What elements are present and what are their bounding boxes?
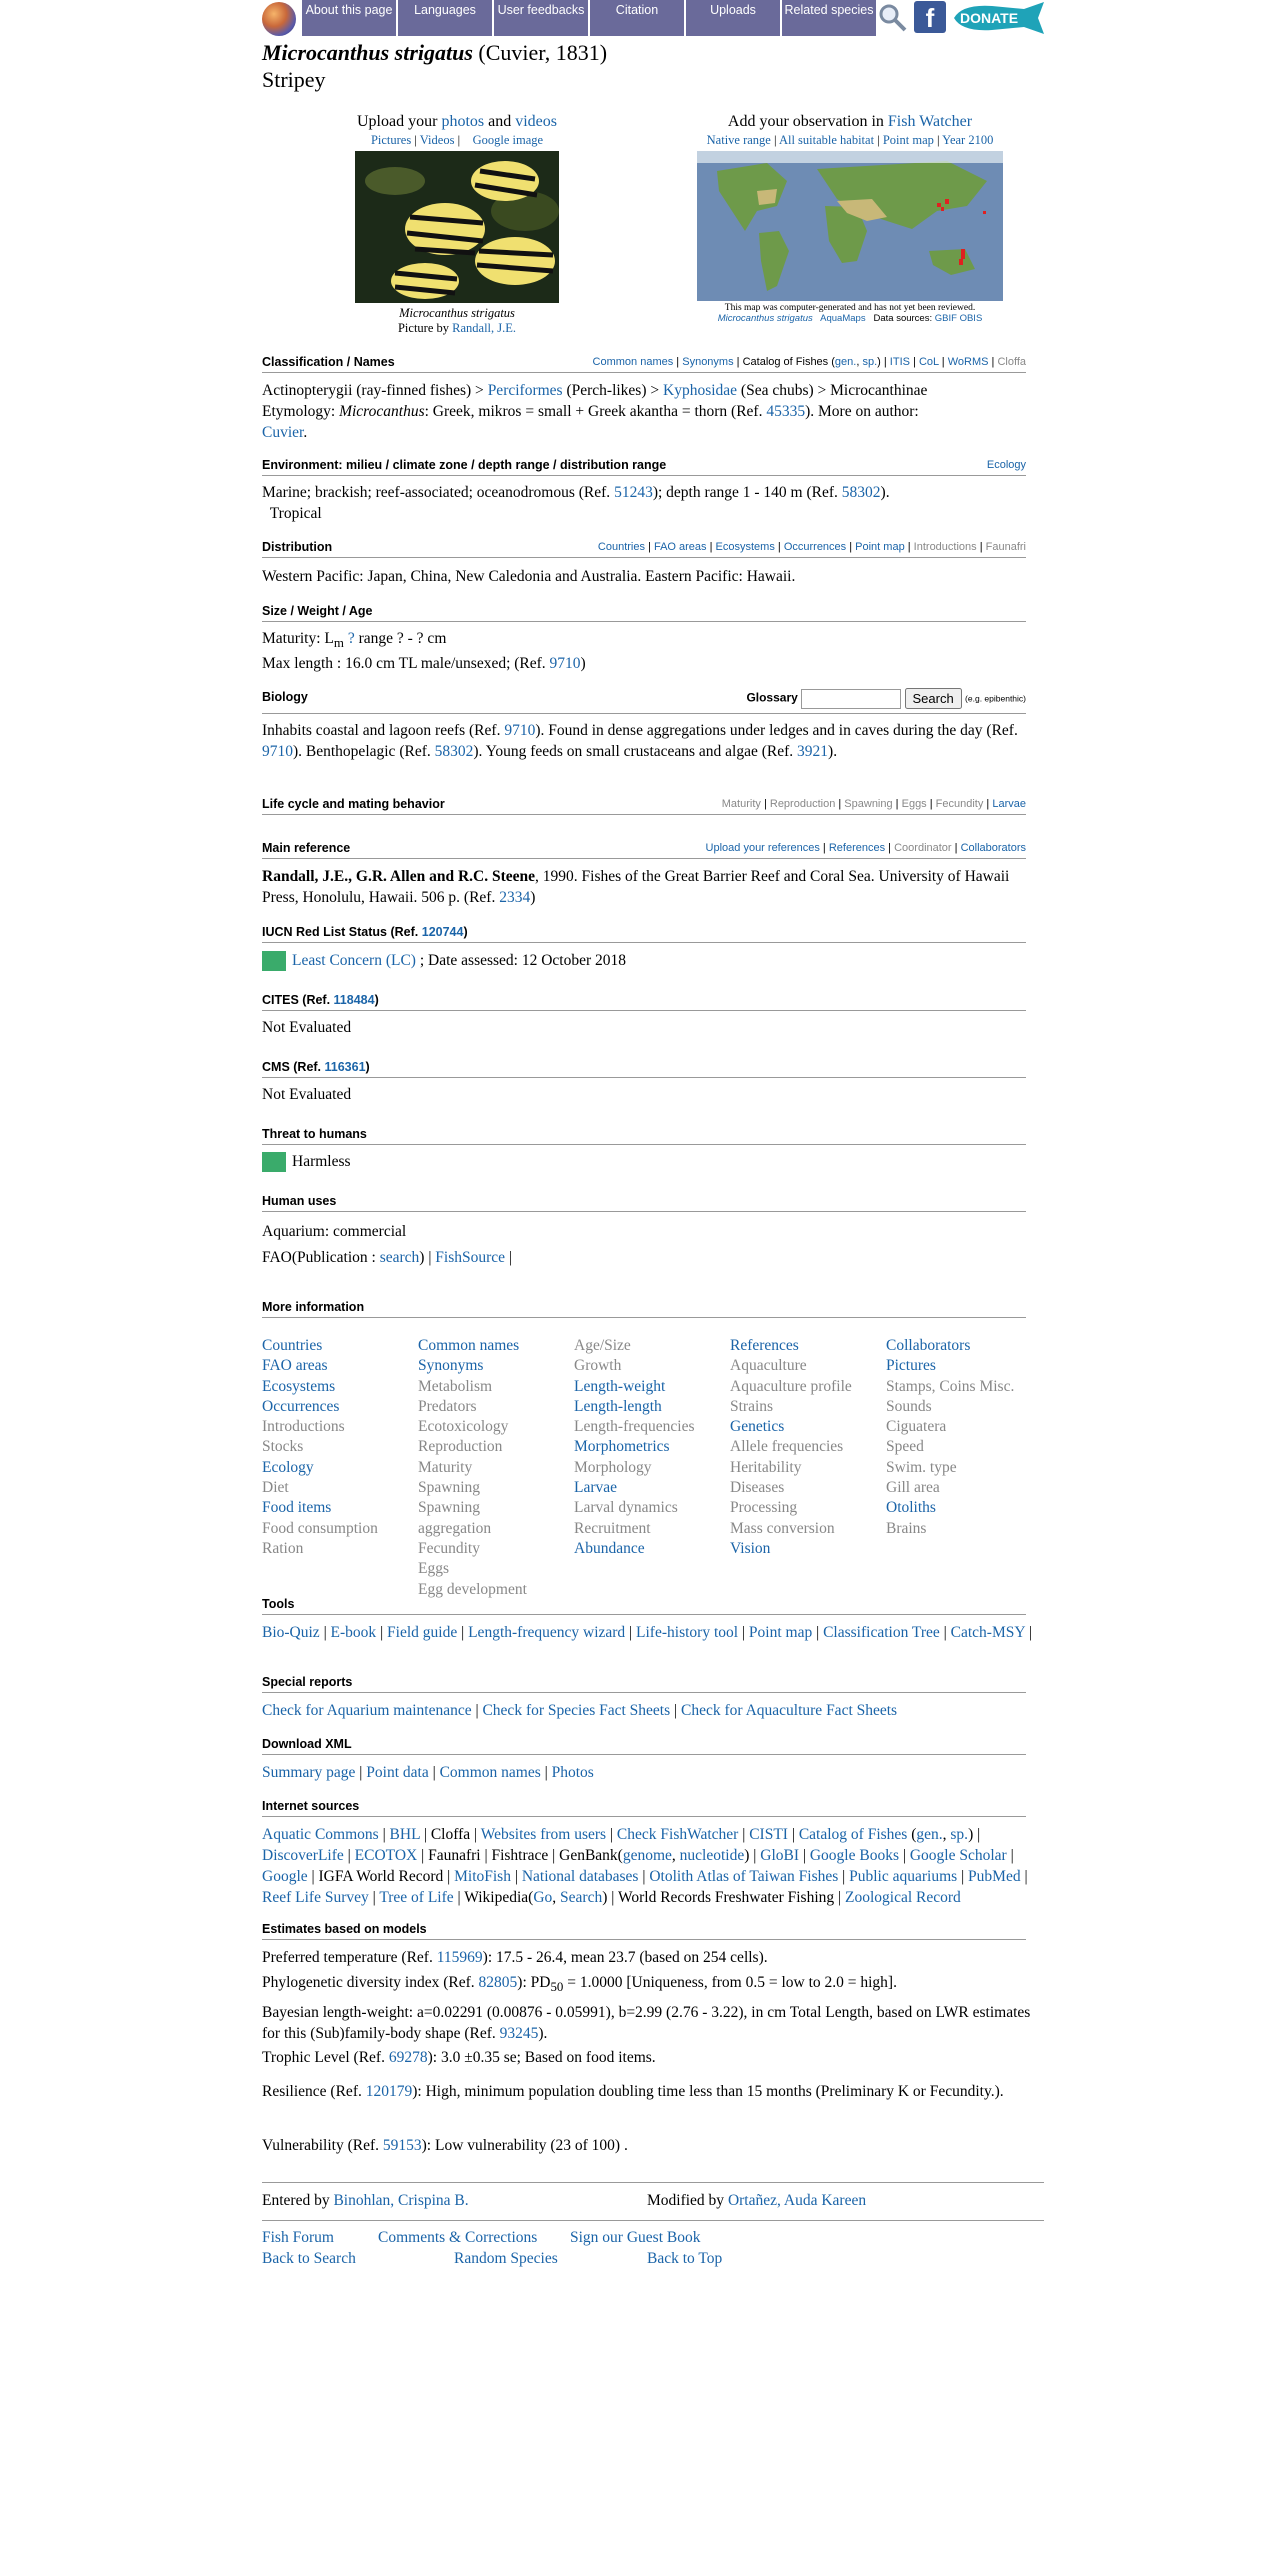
size-ref-link[interactable]: 9710 — [549, 655, 581, 673]
search-icon[interactable] — [877, 2, 907, 32]
bio-ref-3[interactable]: 58302 — [434, 743, 474, 760]
env-ref-1[interactable]: 51243 — [614, 484, 653, 501]
map-links: Native range | All suitable habitat | Point map | Year 2100 — [706, 133, 994, 147]
suitable-habitat-link[interactable]: All suitable habitat — [778, 133, 875, 147]
estimates-heading: Estimates based on models — [262, 1922, 1026, 1940]
tools-heading: Tools — [262, 1597, 1026, 1615]
human-uses-heading: Human uses — [262, 1194, 1026, 1212]
footer-divider-bottom — [262, 2220, 1044, 2221]
threat-text: Harmless — [262, 1151, 1042, 1172]
fao-areas-link[interactable]: FAO areas — [653, 541, 707, 553]
length-weight-ref-link[interactable]: 93245 — [499, 2025, 539, 2042]
globe-logo-icon[interactable] — [262, 2, 296, 36]
iucn-status: Least Concern (LC) ; Date assessed: 12 October 2018 — [262, 950, 1042, 971]
more-fao-areas[interactable]: FAO areas — [262, 1357, 328, 1375]
main-ref-link[interactable]: 2334 — [499, 889, 531, 906]
entered-by-link[interactable]: Binohlan, Crispina B. — [333, 2192, 469, 2209]
back-to-top-link[interactable]: Back to Top — [647, 2250, 723, 2267]
globi-link[interactable]: GloBI — [760, 1847, 799, 1864]
map-note: This map was computer-generated and has not yet been reviewed. — [724, 303, 976, 313]
nav-languages[interactable]: Languages — [398, 0, 494, 36]
upload-sublinks: Pictures | Videos | Google image — [370, 133, 544, 147]
collaborators-link[interactable]: Collaborators — [960, 842, 1026, 854]
photos-link[interactable]: photos — [441, 113, 485, 130]
maturity-help-link[interactable]: ? — [347, 630, 355, 647]
worms-link[interactable]: WoRMS — [947, 356, 989, 368]
mitofish-link[interactable]: MitoFish — [454, 1868, 511, 1885]
google-image-link[interactable]: Google image — [472, 133, 544, 147]
size-heading: Size / Weight / Age — [262, 604, 1026, 622]
bio-quiz-link[interactable]: Bio-Quiz — [262, 1624, 320, 1641]
biology-text: Inhabits coastal and lagoon reefs (Ref. 9710). Found in dense aggregations under ledges and in caves during the day (Ref. 9710). Benthopelagic (Ref. 58302). Young feeds on small crustaceans and algae (Ref. 3921). — [262, 722, 1018, 760]
glossary-search-button[interactable]: Search — [905, 688, 962, 709]
vulnerability: Vulnerability (Ref. 59153): Low vulnerability (23 of 100) . — [262, 2137, 628, 2154]
cloffa-link: Cloffa — [997, 356, 1026, 368]
resilience-ref-link[interactable]: 120179 — [365, 2083, 413, 2100]
aquaculture-fact-sheets-link[interactable]: Check for Aquaculture Fact Sheets — [681, 1702, 898, 1719]
photo-credit: Picture by Randall, J.E. — [397, 321, 517, 335]
point-map-link[interactable]: Point map — [882, 133, 934, 147]
modified-by-link[interactable]: Ortañez, Auda Kareen — [727, 2192, 867, 2209]
footer-links-row-2 — [262, 2248, 1042, 2269]
bio-ref-2[interactable]: 9710 — [262, 743, 293, 760]
internet-gen-link[interactable]: gen. — [916, 1826, 943, 1843]
classification-links: Common names | Synonyms | Catalog of Fishes (gen., sp.) | ITIS | CoL | WoRMS | Cloffa — [592, 356, 1026, 368]
lifecycle-heading: Life cycle and mating behavior Maturity | Reproduction | Spawning | Eggs | Fecundity | Larvae — [262, 797, 1026, 815]
cisti-link[interactable]: CISTI — [749, 1826, 788, 1843]
catalog-sp-link[interactable]: sp. — [862, 356, 878, 368]
human-uses-text: Aquarium: commercial FAO(Publication : search) | FishSource | — [262, 1223, 513, 1266]
more-genetics[interactable]: Genetics — [730, 1418, 785, 1436]
glossary-search: Glossary Search (e.g. epibenthic) — [746, 688, 1026, 709]
discoverlife-link[interactable]: DiscoverLife — [262, 1847, 344, 1864]
internet-sp-link[interactable]: sp. — [950, 1826, 969, 1843]
entered-by: Entered by Binohlan, Crispina B. — [262, 2192, 469, 2209]
reef-life-survey-link[interactable]: Reef Life Survey — [262, 1889, 369, 1906]
national-databases-link[interactable]: National databases — [521, 1868, 639, 1885]
internet-sources-links: Aquatic Commons | BHL | Cloffa | Websites from users | Check FishWatcher | CISTI | Catalog of Fishes (gen., sp.) | DiscoverLife | ECOTOX | Faunafri | Fishtrace | GenBank(genome, nucleotide) | GloBI | Google Books | Google Scholar | Google | IGFA World Record | MitoFish | National databases | Otolith Atlas of Taiwan Fishes | Public aquariums | PubMed | Reef Life Survey | Tree of Life | Wikipedia(Go, Search) | World Records Freshwater Fishing | Zoological Record — [262, 1826, 1028, 1906]
xml-common-names-link[interactable]: Common names — [439, 1764, 541, 1781]
common-names-link[interactable]: Common names — [592, 356, 674, 368]
environment-heading: Environment: milieu / climate zone / depth range / distribution range Ecology — [262, 458, 1026, 476]
bio-ref-4[interactable]: 3921 — [797, 743, 829, 760]
distribution-heading: Distribution Countries | FAO areas | Ecosystems | Occurrences | Point map | Introductions | Faunafri — [262, 540, 1026, 558]
footer-divider-top — [262, 2182, 1044, 2183]
e-book-link[interactable]: E-book — [330, 1624, 377, 1641]
check-fishwatcher-link[interactable]: Check FishWatcher — [616, 1826, 739, 1843]
cites-text: Not Evaluated — [262, 1019, 352, 1036]
download-xml-heading: Download XML — [262, 1737, 1026, 1755]
iucn-ref-link[interactable]: 120744 — [421, 925, 464, 939]
temperature-ref-link[interactable]: 115969 — [436, 1949, 483, 1966]
synonyms-link[interactable]: Synonyms — [682, 356, 734, 368]
aquarium-maintenance-link[interactable]: Check for Aquarium maintenance — [262, 1702, 472, 1719]
dist-point-map-link[interactable]: Point map — [855, 541, 905, 553]
species-fact-sheets-link[interactable]: Check for Species Fact Sheets — [482, 1702, 671, 1719]
more-larvae[interactable]: Larvae — [574, 1479, 618, 1497]
length-frequency-wizard-link[interactable]: Length-frequency wizard — [468, 1624, 626, 1641]
trophic-level: Trophic Level (Ref. 69278): 3.0 ±0.35 se; Based on food items. — [262, 2049, 656, 2066]
download-xml-links: Summary page | Point data | Common names | Photos — [262, 1764, 594, 1781]
more-otoliths[interactable]: Otoliths — [886, 1499, 936, 1517]
more-countries[interactable]: Countries — [262, 1337, 323, 1354]
nav-related-species[interactable]: Related species — [782, 0, 878, 36]
more-col-5: Collaborators Pictures Stamps, Coins Misc. Sounds Ciguatera Speed Swim. type Gill area Otoliths Brains — [886, 1337, 1015, 1537]
more-col-1: Countries FAO areas Ecosystems Occurrences Introductions Stocks Ecology Diet Food items Food consumption Ration — [262, 1337, 378, 1557]
comments-corrections-link[interactable]: Comments & Corrections — [378, 2229, 538, 2246]
environment-text: Marine; brackish; reef-associated; oceanodromous (Ref. 51243); depth range 1 - 140 m (Ref. 58302). Tropical — [262, 484, 890, 522]
observation-panel — [655, 113, 1045, 324]
env-ref-2[interactable]: 58302 — [841, 484, 881, 501]
perciformes-link[interactable]: Perciformes — [487, 382, 563, 399]
fishsource-link[interactable]: FishSource — [435, 1249, 506, 1266]
more-abundance[interactable]: Abundance — [574, 1539, 645, 1557]
wikipedia-go-link[interactable]: Go — [533, 1889, 553, 1906]
footer-links-row-1 — [262, 2227, 1042, 2248]
photo-caption: Microcanthus strigatus — [399, 306, 515, 320]
videos-link[interactable]: videos — [515, 113, 557, 130]
phylo-ref-link[interactable]: 82805 — [478, 1974, 518, 1991]
trophic-ref-link[interactable]: 69278 — [388, 2049, 428, 2066]
itis-link[interactable]: ITIS — [889, 356, 910, 368]
phylogenetic-diversity: Phylogenetic diversity index (Ref. 82805): $PD_{50} = 1.0000$ [Uniqueness, from 0.5 = low to 2.0 = high]. — [262, 1974, 897, 1995]
fishwatcher-link[interactable]: Fish Watcher — [887, 113, 973, 130]
classification-heading: Classification / Names Common names | Synonyms | Catalog of Fishes (gen., sp.) | ITIS | CoL | WoRMS | Cloffa — [262, 355, 1026, 373]
harmless-badge — [262, 1152, 286, 1172]
glossary-input[interactable] — [801, 689, 901, 709]
classification-tree-link[interactable]: Classification Tree — [823, 1624, 940, 1641]
iucn-heading: IUCN Red List Status (Ref. 120744) — [262, 925, 1026, 943]
status-color-badge — [262, 951, 286, 971]
upload-references-link[interactable]: Upload your references — [705, 842, 820, 854]
svg-text:DONATE: DONATE — [960, 10, 1019, 26]
kyphosidae-link[interactable]: Kyphosidae — [663, 382, 738, 399]
google-scholar-link[interactable]: Google Scholar — [909, 1847, 1007, 1864]
countries-link[interactable]: Countries — [597, 541, 645, 553]
more-pictures[interactable]: Pictures — [886, 1357, 936, 1375]
summary-page-link[interactable]: Summary page — [262, 1764, 356, 1781]
ecosystems-link[interactable]: Ecosystems — [715, 541, 775, 553]
more-synonyms[interactable]: Synonyms — [418, 1357, 484, 1375]
ecotox-link[interactable]: ECOTOX — [354, 1847, 418, 1864]
more-references[interactable]: References — [730, 1337, 799, 1354]
pictures-link[interactable]: Pictures — [370, 133, 412, 147]
field-guide-link[interactable]: Field guide — [387, 1624, 458, 1641]
size-text: Maturity: $L_m$ ? range ? - ? cm Max length : 16.0 cm TL male/unsexed; (Ref. 9710) — [262, 630, 586, 673]
gbif-obis-link[interactable]: GBIF OBIS — [934, 313, 983, 324]
more-col-4: References Aquaculture Aquaculture profile Strains Genetics Allele frequencies Heritability Diseases Processing Mass conversion Vision — [730, 1337, 852, 1557]
back-to-search-link[interactable]: Back to Search — [262, 2250, 356, 2267]
genbank-genome-link[interactable]: genome — [622, 1847, 672, 1864]
pubmed-link[interactable]: PubMed — [968, 1868, 1021, 1885]
resilience: Resilience (Ref. 120179): High, minimum population doubling time less than 15 months (Preliminary K or Fecundity.). — [262, 2083, 1004, 2100]
bhl-link[interactable]: BHL — [389, 1826, 420, 1843]
etymology-ref-link[interactable]: 45335 — [766, 403, 806, 420]
more-occurrences[interactable]: Occurrences — [262, 1397, 340, 1415]
more-collaborators[interactable]: Collaborators — [886, 1337, 971, 1354]
species-title — [262, 40, 607, 66]
donate-button[interactable] — [952, 1, 1048, 35]
aquatic-commons-link[interactable]: Aquatic Commons — [262, 1826, 379, 1843]
xml-photos-link[interactable]: Photos — [551, 1764, 594, 1781]
cms-text: Not Evaluated — [262, 1086, 352, 1103]
nav-about[interactable]: About this page — [302, 0, 398, 36]
more-morphometrics[interactable]: Morphometrics — [574, 1438, 670, 1456]
scientific-name: Microcanthus strigatus — [262, 40, 473, 65]
preferred-temperature: Preferred temperature (Ref. 115969): 17.5 - 26.4, mean 23.7 (based on 254 cells). — [262, 1949, 768, 1966]
modified-by: Modified by Ortañez, Auda Kareen — [647, 2192, 867, 2209]
catalog-gen-link[interactable]: gen. — [834, 356, 857, 368]
more-info-heading: More information — [262, 1300, 1026, 1318]
references-link[interactable]: References — [828, 842, 886, 854]
wikipedia-search-link[interactable]: Search — [560, 1889, 603, 1906]
ecology-link[interactable]: Ecology — [986, 459, 1026, 471]
vulnerability-ref-link[interactable]: 59153 — [382, 2137, 422, 2154]
nav-user-feedbacks[interactable]: User feedbacks — [494, 0, 590, 36]
cites-heading: CITES (Ref. 118484) — [262, 993, 1026, 1011]
videos-sublink[interactable]: Videos — [419, 133, 455, 147]
classification-text: Actinopterygii (ray-finned fishes) > Perciformes (Perch-likes) > Kyphosidae (Sea chubs) > Microcanthinae Etymology: Microcanthus: Greek, mikros = small + Greek akantha = thorn (Ref. 45335). More on author: Cuvier. — [262, 382, 928, 441]
cms-ref-link[interactable]: 116361 — [324, 1060, 366, 1074]
google-books-link[interactable]: Google Books — [809, 1847, 899, 1864]
aquamaps-species-link[interactable]: Microcanthus strigatus — [717, 313, 813, 324]
common-name: Stripey — [262, 67, 326, 92]
cms-heading: CMS (Ref. 116361) — [262, 1060, 1026, 1078]
point-data-link[interactable]: Point data — [366, 1764, 429, 1781]
otolith-atlas-link[interactable]: Otolith Atlas of Taiwan Fishes — [649, 1868, 839, 1885]
fao-search-link[interactable]: search — [379, 1249, 420, 1266]
zoological-record-link[interactable]: Zoological Record — [844, 1889, 961, 1906]
observation-heading: Add your observation in Fish Watcher — [727, 113, 973, 130]
catch-msy-link[interactable]: Catch-MSY — [950, 1624, 1025, 1641]
facebook-icon[interactable]: f — [914, 1, 946, 33]
main-reference-heading: Main reference Upload your references | References | Coordinator | Collaborators — [262, 841, 1026, 859]
larvae-link[interactable]: Larvae — [992, 798, 1026, 810]
distribution-map[interactable] — [697, 151, 1003, 301]
upload-heading: Upload your photos and videos — [357, 113, 557, 130]
google-link[interactable]: Google — [262, 1868, 308, 1885]
bayesian-length-weight: Bayesian length-weight: a=0.02291 (0.00876 - 0.05991), b=2.99 (2.76 - 3.22), in cm Total Length, based on LWR estimates for this (Sub)family-body shape (Ref. 93245). — [262, 2004, 1031, 2042]
bio-ref-1[interactable]: 9710 — [504, 722, 536, 739]
fish-forum-link[interactable]: Fish Forum — [262, 2229, 334, 2246]
tools-links: Bio-Quiz | E-book | Field guide | Length-frequency wizard | Life-history tool | Point map | Classification Tree | Catch-MSY | — [262, 1624, 1032, 1641]
cites-ref-link[interactable]: 118484 — [333, 993, 375, 1007]
distribution-text: Western Pacific: Japan, China, New Caledonia and Australia. Eastern Pacific: Hawaii. — [262, 568, 796, 585]
species-photo[interactable] — [355, 151, 559, 303]
top-nav — [262, 0, 1048, 36]
more-ecosystems[interactable]: Ecosystems — [262, 1377, 336, 1395]
threat-heading: Threat to humans — [262, 1127, 1026, 1145]
more-col-3: Age/Size Growth Length-weight Length-length Length-frequencies Morphometrics Morphology Larvae Larval dynamics Recruitment Abundance — [574, 1337, 695, 1557]
main-reference-text: Randall, J.E., G.R. Allen and R.C. Steene, 1990. Fishes of the Great Barrier Reef and Coral Sea. University of Hawaii Press, Honolulu, Hawaii. 506 p. (Ref. 2334) — [262, 868, 1010, 906]
occurrences-link[interactable]: Occurrences — [783, 541, 847, 553]
special-reports-links: Check for Aquarium maintenance | Check for Species Fact Sheets | Check for Aquaculture Fact Sheets — [262, 1702, 898, 1719]
more-food-items[interactable]: Food items — [262, 1499, 332, 1517]
websites-from-users-link[interactable]: Websites from users — [480, 1826, 607, 1843]
col-link[interactable]: CoL — [918, 356, 939, 368]
more-common-names[interactable]: Common names — [418, 1337, 520, 1354]
biology-heading: Biology Glossary Search (e.g. epibenthic) — [262, 690, 1026, 714]
life-history-tool-link[interactable]: Life-history tool — [636, 1624, 739, 1641]
more-ecology[interactable]: Ecology — [262, 1458, 314, 1476]
tools-point-map-link[interactable]: Point map — [748, 1624, 813, 1641]
upload-panel — [262, 113, 652, 336]
more-col-2: Common names Synonyms Metabolism Predators Ecotoxicology Reproduction Maturity Spawning Spawning aggregation Fecundity Eggs Egg development — [418, 1337, 527, 1598]
more-length-length[interactable]: Length-length — [574, 1397, 662, 1415]
photographer-link[interactable]: Randall, J.E. — [452, 321, 517, 335]
random-species-link[interactable]: Random Species — [454, 2250, 558, 2267]
nav-uploads[interactable]: Uploads — [686, 0, 782, 36]
species-author: (Cuvier, 1831) — [478, 40, 608, 65]
nav-citation[interactable]: Citation — [590, 0, 686, 36]
native-range-link[interactable]: Native range — [706, 133, 771, 147]
internet-sources-heading: Internet sources — [262, 1799, 1026, 1817]
aquamaps-link[interactable]: AquaMaps — [820, 313, 866, 324]
public-aquariums-link[interactable]: Public aquariums — [849, 1868, 958, 1885]
map-sources: Microcanthus strigatus AquaMaps Data sources: GBIF OBIS — [717, 313, 983, 324]
more-info-grid — [262, 1336, 1042, 1600]
tree-of-life-link[interactable]: Tree of Life — [379, 1889, 454, 1906]
year-2100-link[interactable]: Year 2100 — [942, 133, 994, 147]
more-vision[interactable]: Vision — [730, 1539, 771, 1557]
special-reports-heading: Special reports — [262, 1675, 1026, 1693]
more-length-weight[interactable]: Length-weight — [574, 1377, 666, 1395]
catalog-of-fishes-link[interactable]: Catalog of Fishes — [798, 1826, 908, 1843]
cuvier-link[interactable]: Cuvier — [262, 424, 304, 441]
genbank-nucleotide-link[interactable]: nucleotide — [679, 1847, 745, 1864]
guest-book-link[interactable]: Sign our Guest Book — [570, 2229, 701, 2246]
least-concern-link[interactable]: Least Concern (LC) — [292, 952, 416, 969]
